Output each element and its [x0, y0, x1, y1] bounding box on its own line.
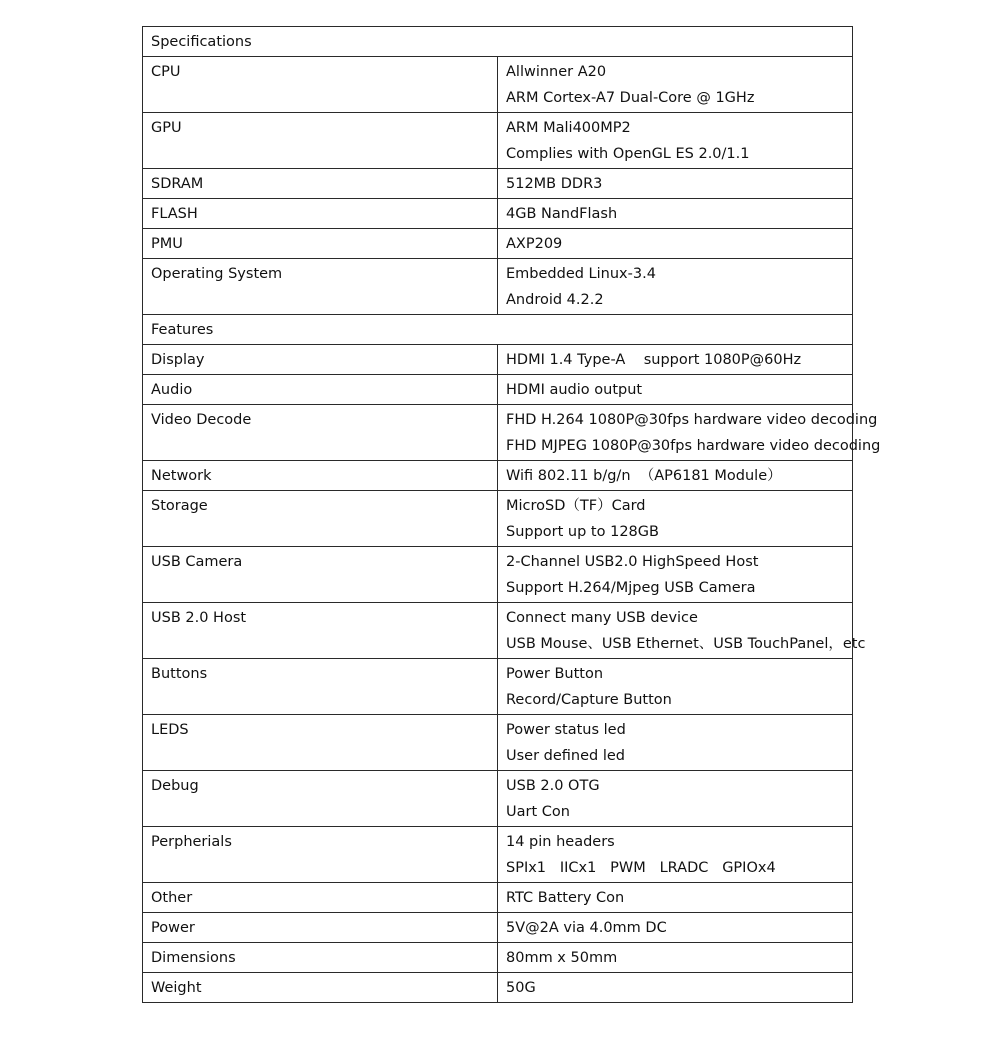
row-value: [498, 827, 853, 883]
value-line: 80mm x 50mm: [506, 950, 618, 966]
row-label-usb-camera: USB Camera: [143, 547, 498, 603]
table-row: [143, 57, 853, 113]
value-line: 4GB NandFlash: [506, 206, 618, 222]
row-label-cpu: CPU: [143, 57, 498, 113]
table-row: [143, 883, 853, 913]
row-label-sdram: SDRAM: [143, 169, 498, 199]
value-line: SPIx1 IICx1 PWM LRADC GPIOx4: [506, 859, 776, 876]
row-label-video-decode: Video Decode: [143, 405, 498, 461]
table-row: [143, 169, 853, 199]
row-value: [498, 659, 853, 715]
value-line: Embedded Linux-3.4: [506, 266, 656, 282]
row-value: [498, 943, 853, 973]
table-row: [143, 199, 853, 229]
row-value: [498, 913, 853, 943]
value-line: 14 pin headers: [506, 834, 615, 850]
table-row: [143, 375, 853, 405]
row-label-usb-2-0-host: USB 2.0 Host: [143, 603, 498, 659]
row-value: [498, 169, 853, 199]
value-line: AXP209: [506, 236, 563, 252]
value-line: HDMI 1.4 Type-A support 1080P@60Hz: [506, 352, 802, 368]
table-row: [143, 461, 853, 491]
section-header-row: [143, 27, 853, 57]
row-label-other: Other: [143, 883, 498, 913]
value-line: Power status led: [506, 722, 626, 738]
row-label-pmu: PMU: [143, 229, 498, 259]
value-line: 50G: [506, 980, 536, 996]
value-line: 5V@2A via 4.0mm DC: [506, 920, 667, 936]
value-line: Support up to 128GB: [506, 523, 659, 540]
row-label-debug: Debug: [143, 771, 498, 827]
table-row: [143, 259, 853, 315]
row-label-perpherials: Perpherials: [143, 827, 498, 883]
value-line: Uart Con: [506, 803, 570, 820]
row-value: [498, 547, 853, 603]
value-line: 512MB DDR3: [506, 176, 603, 192]
value-line: Android 4.2.2: [506, 291, 604, 308]
value-line: Allwinner A20: [506, 64, 607, 80]
row-label-operating-system: Operating System: [143, 259, 498, 315]
table-row: [143, 659, 853, 715]
value-line: RTC Battery Con: [506, 890, 625, 906]
row-label-weight: Weight: [143, 973, 498, 1003]
row-label-dimensions: Dimensions: [143, 943, 498, 973]
row-value: [498, 113, 853, 169]
row-label-power: Power: [143, 913, 498, 943]
value-line: ARM Cortex-A7 Dual-Core @ 1GHz: [506, 89, 755, 106]
value-line: Support H.264/Mjpeg USB Camera: [506, 579, 756, 596]
value-line: HDMI audio output: [506, 382, 643, 398]
table-row: [143, 345, 853, 375]
value-line: Power Button: [506, 666, 604, 682]
value-line: Record/Capture Button: [506, 691, 672, 708]
value-line: User defined led: [506, 747, 625, 764]
row-value: [498, 229, 853, 259]
section-title-features: Features: [143, 315, 853, 345]
row-value: [498, 461, 853, 491]
table-row: [143, 913, 853, 943]
row-value: [498, 771, 853, 827]
value-line: USB 2.0 OTG: [506, 778, 600, 794]
spec-table: [142, 26, 881, 1003]
row-value: [498, 345, 853, 375]
section-header-row: [143, 315, 853, 345]
row-value: [498, 603, 866, 659]
table-row: [143, 771, 853, 827]
row-value: [498, 715, 853, 771]
table-row: [143, 491, 853, 547]
row-value: [498, 57, 853, 113]
row-label-display: Display: [143, 345, 498, 375]
value-line: USB Mouse、USB Ethernet、USB TouchPanel，etc: [506, 635, 866, 652]
table-row: [143, 113, 853, 169]
value-line: Complies with OpenGL ES 2.0/1.1: [506, 145, 750, 162]
table-row: [143, 603, 853, 659]
row-label-storage: Storage: [143, 491, 498, 547]
row-value: [498, 199, 853, 229]
row-value: [498, 973, 853, 1003]
table-row: [143, 827, 853, 883]
table-row: [143, 943, 853, 973]
spec-table-body: [143, 27, 881, 1003]
row-value: [498, 375, 853, 405]
value-line: Connect many USB device: [506, 610, 698, 626]
table-row: [143, 229, 853, 259]
row-label-gpu: GPU: [143, 113, 498, 169]
value-line: 2-Channel USB2.0 HighSpeed Host: [506, 554, 759, 570]
row-label-buttons: Buttons: [143, 659, 498, 715]
section-title-specifications: Specifications: [143, 27, 853, 57]
row-value: [498, 405, 881, 461]
table-row: [143, 405, 853, 461]
row-label-audio: Audio: [143, 375, 498, 405]
value-line: MicroSD（TF）Card: [506, 498, 646, 514]
table-row: [143, 715, 853, 771]
row-label-leds: LEDS: [143, 715, 498, 771]
table-row: [143, 973, 853, 1003]
row-value: [498, 883, 853, 913]
table-row: [143, 547, 853, 603]
value-line: FHD H.264 1080P@30fps hardware video decoding: [506, 412, 878, 428]
row-label-flash: FLASH: [143, 199, 498, 229]
value-line: FHD MJPEG 1080P@30fps hardware video decoding: [506, 437, 881, 454]
row-value: [498, 259, 853, 315]
value-line: ARM Mali400MP2: [506, 120, 631, 136]
value-line: Wifi 802.11 b/g/n （AP6181 Module）: [506, 468, 782, 484]
row-label-network: Network: [143, 461, 498, 491]
row-value: [498, 491, 853, 547]
